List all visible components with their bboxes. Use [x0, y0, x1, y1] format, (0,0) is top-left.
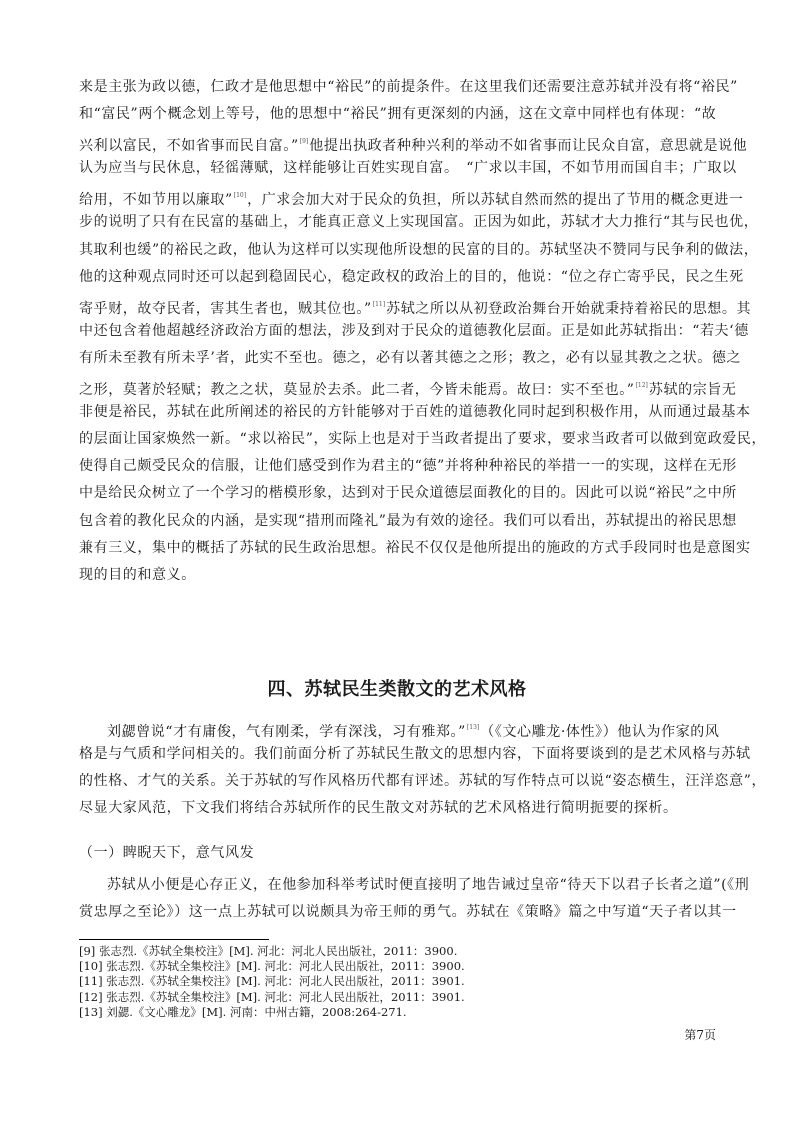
paragraph-3	[79, 872, 750, 926]
text-line: 步的说明了只有在民富的基础上，才能真正意义上实现国富。正因为如此，苏轼才大力推行“其与民也优，	[79, 214, 759, 231]
text-line: 认为应当与民休息，轻徭薄赋，这样能够让百姓实现自富。 “广求以丰国，不如节用而国自丰；广取以	[79, 160, 737, 177]
text-line: 中是给民众树立了一个学习的楷模形象，达到对于民众道德层面教化的目的。因此可以说“裕民”之中所	[79, 485, 737, 502]
text-line: 非便是裕民，苏轼在此所阐述的裕民的方针能够对于百姓的道德教化同时起到积极作用，从而通过最基本	[79, 404, 751, 421]
text-line: 尽显大家风范，下文我们将结合苏轼所作的民生散文对苏轼的艺术风格进行简明扼要的探析。	[79, 800, 678, 817]
footnote: [11] 张志烈.《苏轼全集校注》[M]. 河北：河北人民出版社，2011：3901.	[79, 974, 465, 989]
text-line: 的性格、才气的关系。关于苏轼的写作风格历代都有评述。苏轼的写作特点可以说“姿态横生，汪洋恣意”，	[79, 773, 767, 790]
footnote-ref: [9]	[299, 138, 309, 146]
footnote: [13] 刘勰.《文心雕龙》[M]. 河南：中州古籍，2008:264-271.	[79, 1004, 407, 1019]
text-run: 寄乎财，故夺民者，害其生者也，贼其位也。”	[79, 300, 372, 317]
text-run: 他提出执政者种种兴利的举动不如省事而让民众自富，意思就是说他	[309, 138, 748, 155]
text-line: 有所未至教有所未孚’者，此实不至也。德之，必有以著其德之之形；教之，必有以显其教之之状。德之	[79, 349, 742, 366]
text-line: 兼有三义，集中的概括了苏轼的民生政治思想。裕民不仅仅是他所提出的施政的方式手段同时也是意图实	[79, 539, 751, 556]
footnote-ref: [10]	[233, 192, 247, 200]
text-line	[79, 372, 737, 399]
footnote: [9] 张志烈.《苏轼全集校注》[M]. 河北：河北人民出版社，2011：3900.	[79, 944, 458, 958]
text-line: 的层面让国家焕然一新。“求以裕民”，实际上也是对于当政者提出了要求，要求当政者可以做到宽政爱民，	[79, 431, 767, 448]
text-line: 他的这种观点同时还可以起到稳固民心，稳定政权的政治上的目的，他说：“位之存亡寄乎民，民之生死	[79, 268, 744, 285]
footnote-ref: [12]	[635, 382, 648, 390]
footnote: [10] 张志烈.《苏轼全集校注》[M]. 河北：河北人民出版社，2011：3900.	[79, 959, 465, 974]
text-line: 来是主张为政以德，仁政才是他思想中“裕民”的前提条件。在这里我们还需要注意苏轼并没有将“裕民”	[79, 79, 738, 95]
text-line	[79, 128, 748, 155]
text-line	[79, 291, 752, 318]
footnote: [12] 张志烈.《苏轼全集校注》[M]. 河北：河北人民出版社，2011：3901.	[79, 989, 465, 1004]
footnotes	[79, 944, 465, 1020]
text-line: 赏忠厚之至论》）这一点上苏轼可以说颇具为帝王师的勇气。苏轼在《策略》篇之中写道“天子者以其一	[79, 904, 737, 921]
page-number: 第7页	[684, 1028, 716, 1042]
text-run: 兴利以富民，不如省事而民自富。”	[79, 138, 299, 155]
section-heading: 四、苏轼民生类散文的艺术风格	[267, 679, 527, 700]
text-run: 给用，不如节用以廉取”	[79, 192, 233, 209]
footnote-ref: [13]	[466, 724, 480, 731]
text-run: 之形，莫著於轻赋；教之之状，莫显於去杀。此二者，今皆未能焉。故曰：实不至也。”	[79, 382, 635, 399]
text-run: 刘勰曾说“才有庸俊，气有刚柔，学有深浅，习有雅郑。”	[107, 724, 466, 740]
text-line	[79, 714, 720, 741]
text-run: 苏轼之所以从初登政治舞台开始就秉持着裕民的思想。其	[386, 300, 752, 317]
text-line: 中还包含着他超越经济政治方面的想法，涉及到对于民众的道德教化层面。正是如此苏轼指出：“若夫‘德	[79, 322, 749, 339]
text-line: 现的目的和意义。	[79, 566, 196, 583]
text-run: ，广求会加大对于民众的负担，所以苏轼自然而然的提出了节用的概念更进一	[247, 192, 744, 209]
footnote-ref: [11]	[372, 300, 386, 308]
footnote-divider	[79, 939, 269, 940]
text-line	[79, 182, 744, 209]
text-line: 其取利也缓”的裕民之政，他认为这样可以实现他所设想的民富的目的。苏轼坚决不赞同与民争利的做法，	[79, 241, 759, 258]
paragraph-2	[79, 714, 767, 822]
text-line: 和“富民”两个概念划上等号，他的思想中“裕民”拥有更深刻的内涵，这在文章中同样也有体现：“故	[79, 106, 717, 123]
text-run: 苏轼的宗旨无	[648, 382, 737, 399]
subheading: （一）睥睨天下，意气风发	[79, 845, 255, 861]
paragraph-1	[79, 74, 767, 589]
text-line: 包含着的教化民众的内涵，是实现“措刑而隆礼”最为有效的途径。我们可以看出，苏轼提出的裕民思想	[79, 512, 737, 529]
text-run: （《文心雕龙·体性》）他认为作家的风	[480, 724, 720, 740]
text-line: 苏轼从小便是心存正义，在他参加科举考试时便直接明了地告诫过皇帝“待天下以君子长者之道”(《刑	[107, 877, 750, 893]
text-line: 格是与气质和学问相关的。我们前面分析了苏轼民生散文的思想内容，下面将要谈到的是艺术风格与苏轼	[79, 746, 751, 763]
text-line: 使得自己颇受民众的信服，让他们感受到作为君主的“德”并将种种裕民的举措一一的实现，这样在无形	[79, 458, 737, 475]
